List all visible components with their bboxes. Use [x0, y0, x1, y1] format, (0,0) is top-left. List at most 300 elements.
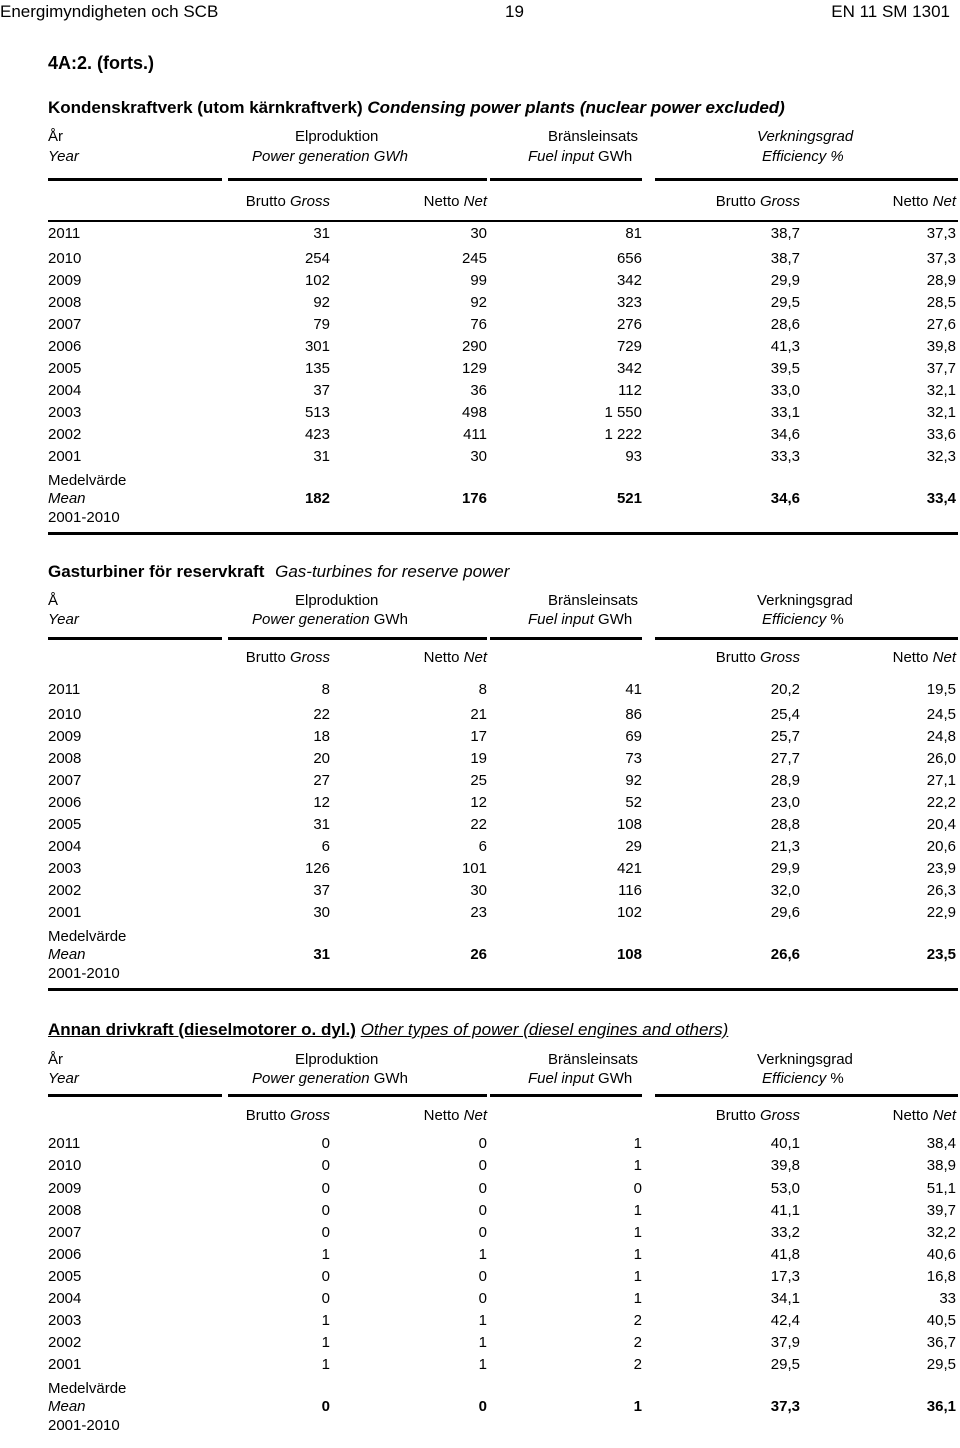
value-cell: 40,5 [926, 1312, 956, 1329]
value-cell: 2 [633, 1334, 642, 1351]
value-cell: 40,1 [770, 1135, 800, 1152]
value-cell: 1 [321, 1334, 330, 1351]
value-cell: 34,1 [770, 1290, 800, 1307]
year-cell: 2008 [48, 1202, 82, 1219]
net-label: Net [932, 193, 956, 210]
value-cell: 1 [321, 1356, 330, 1373]
value-cell: 301 [304, 338, 330, 355]
subheader-net [424, 1107, 487, 1125]
value-cell: 129 [461, 360, 487, 377]
value-cell: 29,5 [926, 1356, 956, 1373]
value-cell: 135 [304, 360, 330, 377]
value-cell: 27,6 [926, 316, 956, 333]
efficiency-label-en [762, 1070, 844, 1088]
efficiency-label-sv: Verkningsgrad [757, 128, 854, 145]
value-cell: 1 550 [604, 404, 642, 421]
value-cell: 29 [625, 838, 642, 855]
year-cell: 2001 [48, 1356, 82, 1373]
value-cell: 102 [304, 272, 330, 289]
header-page-number: 19 [505, 2, 524, 21]
year-cell: 2009 [48, 272, 82, 289]
value-cell: 6 [321, 838, 330, 855]
year-cell: 2011 [48, 681, 81, 698]
value-cell: 1 [633, 1135, 642, 1152]
section-title [48, 562, 509, 582]
value-cell: 76 [470, 316, 487, 333]
year-label-en: Year [48, 1070, 79, 1087]
value-cell: 92 [313, 294, 330, 311]
mean-value-cell: 26 [470, 946, 487, 963]
value-cell: 36 [470, 382, 487, 399]
subheader-net [893, 1107, 956, 1125]
fuel-input-text: Fuel input [528, 611, 594, 628]
value-cell: 0 [321, 1202, 330, 1219]
value-cell: 0 [633, 1180, 642, 1197]
mean-label-en: Mean [48, 1398, 86, 1415]
power-generation-label-en [252, 148, 408, 166]
value-cell: 36,7 [926, 1334, 956, 1351]
value-cell: 81 [625, 225, 642, 242]
value-cell: 1 [321, 1312, 330, 1329]
value-cell: 108 [616, 816, 642, 833]
value-cell: 1 [478, 1312, 487, 1329]
value-cell: 16,8 [926, 1268, 956, 1285]
year-cell: 2003 [48, 404, 82, 421]
value-cell: 31 [313, 816, 330, 833]
power-generation-label-en [252, 1070, 408, 1088]
power-generation-label-en [252, 611, 408, 629]
mean-value-cell: 0 [478, 1398, 487, 1415]
netto-label: Netto [423, 1107, 460, 1124]
power-generation-label-sv: Elproduktion [295, 128, 379, 145]
header-right: EN 11 SM 1301 [831, 2, 950, 21]
value-cell: 29,9 [770, 860, 800, 877]
value-cell: 33,1 [770, 404, 800, 421]
value-cell: 126 [304, 860, 330, 877]
value-cell: 33,6 [926, 426, 956, 443]
value-cell: 21,3 [770, 838, 800, 855]
header-left: Energimyndigheten och SCB [0, 2, 219, 21]
section-bottom-rule [48, 988, 958, 991]
value-cell: 19,5 [926, 681, 956, 698]
value-cell: 53,0 [770, 1180, 800, 1197]
value-cell: 342 [616, 272, 642, 289]
value-cell: 0 [478, 1202, 487, 1219]
year-label-sv: Å [48, 592, 59, 609]
value-cell: 27,1 [926, 772, 956, 789]
value-cell: 37,7 [926, 360, 956, 377]
value-cell: 52 [625, 794, 642, 811]
value-cell: 21 [470, 706, 487, 723]
value-cell: 29,5 [770, 294, 800, 311]
mean-value-cell: 34,6 [770, 490, 800, 507]
value-cell: 1 [633, 1157, 642, 1174]
value-cell: 28,5 [926, 294, 956, 311]
year-cell: 2001 [48, 904, 82, 921]
net-label: Net [463, 1107, 487, 1124]
power-generation-label-sv: Elproduktion [295, 1051, 379, 1068]
percent-unit: % [830, 1070, 844, 1087]
value-cell: 2 [633, 1356, 642, 1373]
value-cell: 19 [470, 750, 487, 767]
page-subtitle: 4A:2. (forts.) [48, 53, 155, 73]
fuel-input-label-sv: Bränsleinsats [548, 592, 639, 609]
value-cell: 323 [616, 294, 642, 311]
value-cell: 69 [625, 728, 642, 745]
value-cell: 423 [304, 426, 330, 443]
value-cell: 0 [478, 1157, 487, 1174]
value-cell: 1 [633, 1202, 642, 1219]
mean-label-sv: Medelvärde [48, 472, 127, 489]
year-cell: 2006 [48, 338, 82, 355]
value-cell: 32,3 [926, 448, 956, 465]
gross-label: Gross [289, 193, 330, 210]
gross-label: Gross [759, 649, 800, 666]
value-cell: 1 [478, 1246, 487, 1263]
net-label: Net [932, 1107, 956, 1124]
value-cell: 23,9 [926, 860, 956, 877]
year-cell: 2006 [48, 794, 82, 811]
value-cell: 1 222 [604, 426, 642, 443]
value-cell: 27 [313, 772, 330, 789]
value-cell: 22,9 [926, 904, 956, 921]
value-cell: 0 [478, 1290, 487, 1307]
value-cell: 498 [461, 404, 487, 421]
efficiency-label-en [762, 148, 844, 166]
value-cell: 29,5 [770, 1356, 800, 1373]
value-cell: 102 [616, 904, 642, 921]
brutto-label: Brutto [245, 1107, 286, 1124]
value-cell: 22 [470, 816, 487, 833]
value-cell: 32,1 [926, 404, 956, 421]
mean-value-cell: 31 [313, 946, 330, 963]
gwh-unit: GWh [598, 611, 633, 628]
mean-value-cell: 1 [633, 1398, 642, 1415]
value-cell: 37,3 [926, 225, 956, 242]
value-cell: 39,5 [770, 360, 800, 377]
year-cell: 2007 [48, 1224, 82, 1241]
brutto-label: Brutto [715, 193, 756, 210]
value-cell: 20,2 [770, 681, 800, 698]
year-cell: 2010 [48, 706, 82, 723]
value-cell: 39,7 [926, 1202, 956, 1219]
percent-unit: % [830, 148, 844, 165]
value-cell: 92 [625, 772, 642, 789]
value-cell: 18 [313, 728, 330, 745]
value-cell: 254 [304, 250, 330, 267]
value-cell: 28,9 [770, 772, 800, 789]
value-cell: 26,0 [926, 750, 956, 767]
value-cell: 37 [313, 382, 330, 399]
value-cell: 17 [470, 728, 487, 745]
value-cell: 24,5 [926, 706, 956, 723]
efficiency-label-en [762, 611, 844, 629]
year-label-sv: År [48, 1051, 63, 1068]
value-cell: 513 [304, 404, 330, 421]
fuel-input-label-sv: Bränsleinsats [548, 1051, 639, 1068]
value-cell: 245 [461, 250, 487, 267]
value-cell: 116 [618, 882, 642, 899]
year-cell: 2005 [48, 360, 82, 377]
gross-label: Gross [759, 1107, 800, 1124]
value-cell: 0 [478, 1268, 487, 1285]
value-cell: 25,4 [770, 706, 800, 723]
header-rule [228, 637, 487, 640]
value-cell: 32,2 [926, 1224, 956, 1241]
value-cell: 0 [321, 1157, 330, 1174]
mean-value-cell: 0 [321, 1398, 330, 1415]
value-cell: 1 [633, 1268, 642, 1285]
section-title [48, 98, 785, 118]
mean-label-sv: Medelvärde [48, 1380, 127, 1397]
mean-label-en: Mean [48, 490, 86, 507]
value-cell: 0 [478, 1224, 487, 1241]
value-cell: 8 [321, 681, 330, 698]
subheader-net [424, 193, 487, 211]
value-cell: 290 [461, 338, 487, 355]
value-cell: 20,4 [926, 816, 956, 833]
value-cell: 41,3 [770, 338, 800, 355]
section-title-en: Gas-turbines for reserve power [275, 562, 510, 581]
subheader-gross [246, 649, 330, 667]
value-cell: 12 [313, 794, 330, 811]
value-cell: 27,7 [770, 750, 800, 767]
fuel-input-label-sv: Bränsleinsats [548, 128, 639, 145]
efficiency-label-sv: Verkningsgrad [757, 1051, 853, 1068]
value-cell: 39,8 [770, 1157, 800, 1174]
mean-value-cell: 176 [461, 490, 487, 507]
year-cell: 2003 [48, 860, 82, 877]
efficiency-text: Efficiency [762, 1070, 827, 1087]
value-cell: 23,0 [770, 794, 800, 811]
year-cell: 2001 [48, 448, 82, 465]
value-cell: 2 [633, 1312, 642, 1329]
value-cell: 39,8 [926, 338, 956, 355]
value-cell: 31 [313, 225, 330, 242]
subheader-gross [716, 1107, 800, 1125]
year-label-en: Year [48, 611, 79, 628]
value-cell: 38,4 [926, 1135, 956, 1152]
value-cell: 34,6 [770, 426, 800, 443]
fuel-input-label-en [528, 1070, 632, 1088]
power-generation-text: Power generation [252, 611, 370, 628]
netto-label: Netto [423, 193, 460, 210]
year-cell: 2004 [48, 382, 82, 399]
value-cell: 32,1 [926, 382, 956, 399]
value-cell: 33,3 [770, 448, 800, 465]
value-cell: 41 [625, 681, 642, 698]
percent-unit: % [830, 611, 844, 628]
gwh-unit: GWh [373, 1070, 408, 1087]
brutto-label: Brutto [245, 193, 286, 210]
header-rule [48, 178, 222, 181]
subheader-gross [716, 649, 800, 667]
netto-label: Netto [892, 649, 929, 666]
value-cell: 30 [470, 225, 487, 242]
mean-period: 2001-2010 [48, 509, 120, 526]
efficiency-text: Efficiency [762, 611, 827, 628]
value-cell: 28,6 [770, 316, 800, 333]
power-generation-text: Power generation [252, 1070, 370, 1087]
year-cell: 2005 [48, 1268, 82, 1285]
header-rule [48, 1094, 222, 1097]
value-cell: 33,2 [770, 1224, 800, 1241]
value-cell: 30 [470, 448, 487, 465]
value-cell: 24,8 [926, 728, 956, 745]
fuel-input-text: Fuel input [528, 148, 594, 165]
fuel-input-label-en [528, 611, 632, 629]
value-cell: 1 [478, 1334, 487, 1351]
mean-period: 2001-2010 [48, 1417, 120, 1434]
value-cell: 30 [313, 904, 330, 921]
mean-label-sv: Medelvärde [48, 928, 127, 945]
value-cell: 17,3 [770, 1268, 800, 1285]
power-generation-label-sv: Elproduktion [295, 592, 379, 609]
value-cell: 79 [313, 316, 330, 333]
value-cell: 0 [321, 1224, 330, 1241]
value-cell: 26,3 [926, 882, 956, 899]
brutto-label: Brutto [715, 649, 756, 666]
header-rule [228, 1094, 487, 1097]
value-cell: 12 [470, 794, 487, 811]
value-cell: 33 [939, 1290, 956, 1307]
value-cell: 93 [625, 448, 642, 465]
value-cell: 40,6 [926, 1246, 956, 1263]
value-cell: 25 [470, 772, 487, 789]
netto-label: Netto [892, 1107, 929, 1124]
gwh-unit: GWh [598, 1070, 633, 1087]
netto-label: Netto [423, 649, 460, 666]
year-label-en: Year [48, 148, 79, 165]
power-generation-text: Power generation [252, 148, 370, 165]
gross-label: Gross [759, 193, 800, 210]
value-cell: 1 [633, 1224, 642, 1241]
value-cell: 99 [470, 272, 487, 289]
value-cell: 0 [478, 1135, 487, 1152]
mean-value-cell: 23,5 [926, 946, 956, 963]
header-rule [490, 1094, 642, 1097]
section-title [48, 1020, 728, 1040]
value-cell: 0 [321, 1135, 330, 1152]
year-cell: 2010 [48, 250, 82, 267]
value-cell: 23 [470, 904, 487, 921]
value-cell: 73 [625, 750, 642, 767]
section-title-sv: Annan drivkraft (dieselmotorer o. dyl.) [48, 1020, 356, 1039]
net-label: Net [463, 193, 487, 210]
subheader-gross [716, 193, 800, 211]
value-cell: 729 [616, 338, 642, 355]
gwh-unit: GWh [598, 148, 633, 165]
gwh-unit: GWh [373, 611, 408, 628]
mean-value-cell: 108 [616, 946, 642, 963]
header-rule [655, 178, 958, 181]
value-cell: 30 [470, 882, 487, 899]
value-cell: 28,8 [770, 816, 800, 833]
fuel-input-label-en [528, 148, 632, 166]
value-cell: 342 [616, 360, 642, 377]
value-cell: 0 [321, 1180, 330, 1197]
value-cell: 6 [478, 838, 487, 855]
header-rule [490, 637, 642, 640]
value-cell: 51,1 [926, 1180, 956, 1197]
value-cell: 28,9 [926, 272, 956, 289]
value-cell: 101 [461, 860, 487, 877]
year-cell: 2009 [48, 1180, 82, 1197]
mean-value-cell: 33,4 [926, 490, 956, 507]
value-cell: 421 [616, 860, 642, 877]
section-title-en: Condensing power plants (nuclear power excluded) [367, 98, 785, 117]
value-cell: 92 [470, 294, 487, 311]
net-label: Net [932, 649, 956, 666]
year-cell: 2011 [48, 225, 81, 242]
subheader-net [424, 649, 487, 667]
value-cell: 0 [478, 1180, 487, 1197]
value-cell: 20,6 [926, 838, 956, 855]
value-cell: 41,1 [770, 1202, 800, 1219]
mean-value-cell: 182 [304, 490, 330, 507]
header-rule [48, 637, 222, 640]
value-cell: 22,2 [926, 794, 956, 811]
value-cell: 22 [313, 706, 330, 723]
value-cell: 37,9 [770, 1334, 800, 1351]
gross-label: Gross [289, 1107, 330, 1124]
value-cell: 41,8 [770, 1246, 800, 1263]
section-title-sv: Kondenskraftverk (utom kärnkraftverk) [48, 98, 363, 117]
fuel-input-text: Fuel input [528, 1070, 594, 1087]
value-cell: 1 [478, 1356, 487, 1373]
year-cell: 2002 [48, 882, 82, 899]
value-cell: 38,9 [926, 1157, 956, 1174]
value-cell: 29,6 [770, 904, 800, 921]
mean-value-cell: 521 [616, 490, 642, 507]
value-cell: 38,7 [770, 250, 800, 267]
year-cell: 2006 [48, 1246, 82, 1263]
net-label: Net [463, 649, 487, 666]
gross-label: Gross [289, 649, 330, 666]
value-cell: 20 [313, 750, 330, 767]
year-cell: 2003 [48, 1312, 82, 1329]
year-cell: 2004 [48, 1290, 82, 1307]
value-cell: 38,7 [770, 225, 800, 242]
year-label-sv: År [48, 128, 63, 145]
value-cell: 1 [633, 1246, 642, 1263]
netto-label: Netto [892, 193, 929, 210]
subheader-rule [48, 220, 958, 222]
year-cell: 2009 [48, 728, 82, 745]
mean-value-cell: 37,3 [770, 1398, 800, 1415]
mean-value-cell: 36,1 [926, 1398, 956, 1415]
year-cell: 2007 [48, 316, 82, 333]
value-cell: 276 [616, 316, 642, 333]
year-cell: 2008 [48, 750, 82, 767]
year-cell: 2002 [48, 426, 82, 443]
subheader-gross [246, 193, 330, 211]
value-cell: 86 [625, 706, 642, 723]
brutto-label: Brutto [245, 649, 286, 666]
year-cell: 2011 [48, 1135, 81, 1152]
subheader-net [893, 193, 956, 211]
value-cell: 31 [313, 448, 330, 465]
value-cell: 33,0 [770, 382, 800, 399]
year-cell: 2005 [48, 816, 82, 833]
year-cell: 2007 [48, 772, 82, 789]
value-cell: 411 [463, 426, 487, 443]
value-cell: 37,3 [926, 250, 956, 267]
value-cell: 29,9 [770, 272, 800, 289]
value-cell: 0 [321, 1268, 330, 1285]
section-title-sv: Gasturbiner för reservkraft [48, 562, 265, 581]
header-rule [228, 178, 487, 181]
